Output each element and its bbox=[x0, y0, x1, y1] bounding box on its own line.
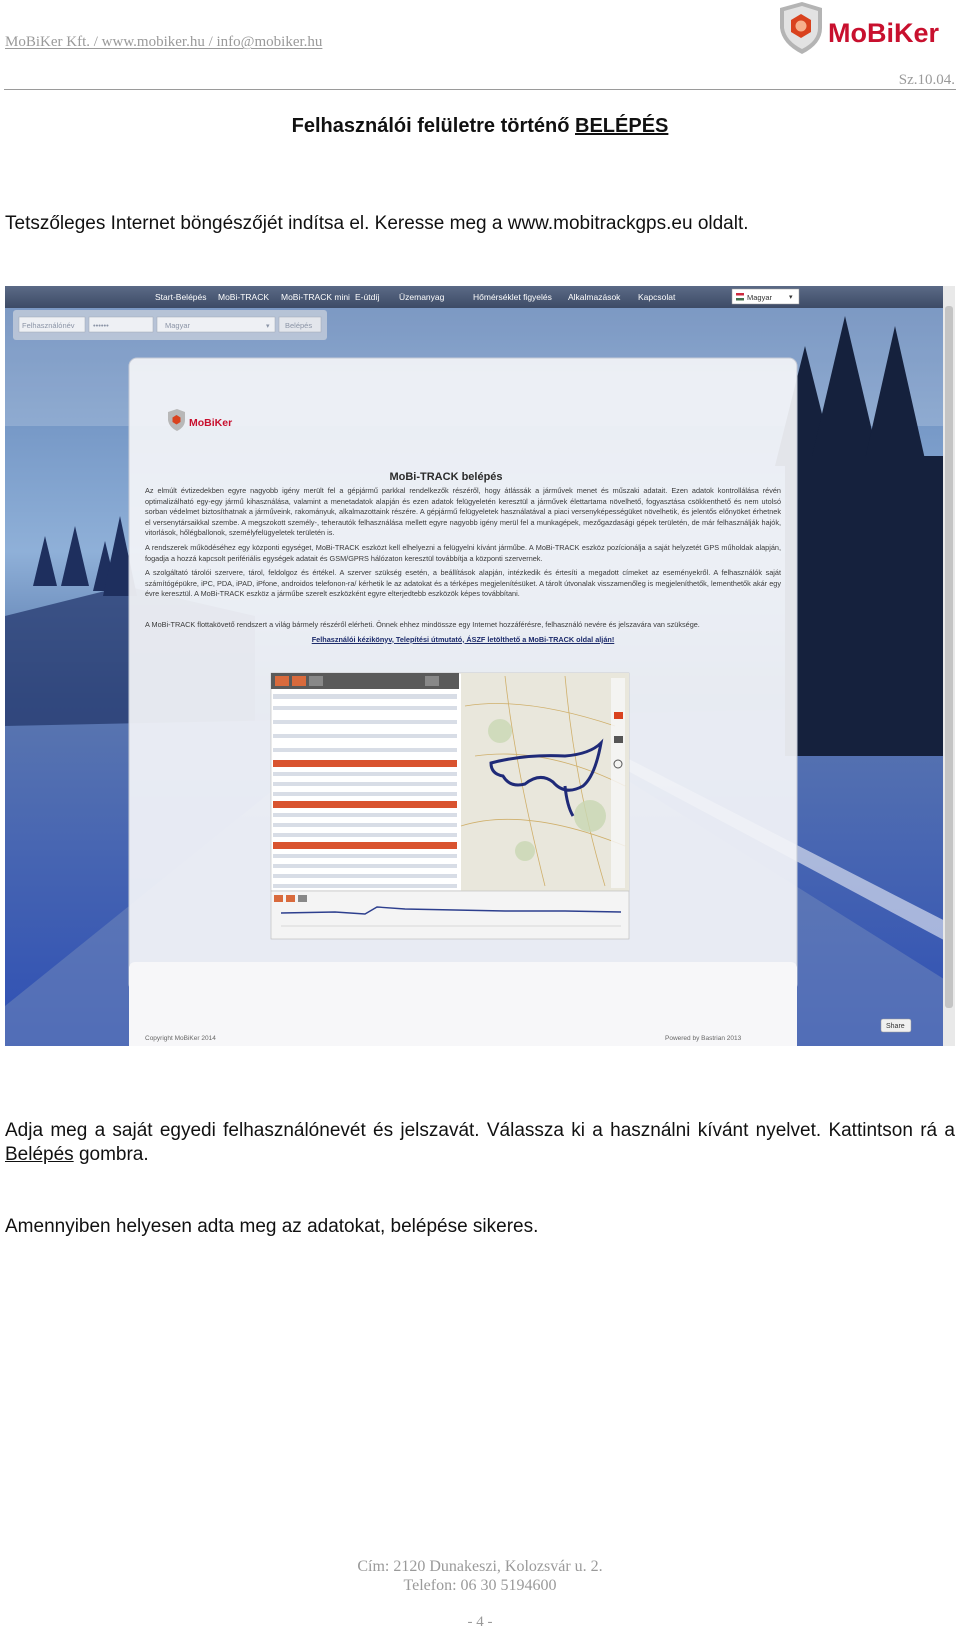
language-select-label: Magyar bbox=[747, 293, 773, 302]
p2-text: Adja meg a saját egyedi felhasználónevét és jelszavát. Válassza ki a használni kívánt nyelvet. Kattintson rá a bbox=[5, 1120, 955, 1141]
instruction-paragraph-2 bbox=[5, 1119, 955, 1167]
footer-phone: Telefon: 06 30 5194600 bbox=[403, 1577, 557, 1594]
nav-item-alkalmazasok: Alkalmazások bbox=[568, 292, 621, 302]
nav-item-start: Start-Belépés bbox=[155, 292, 207, 302]
title-prefix: Felhasználói felületre történő bbox=[291, 115, 576, 137]
instruction-paragraph-3: Amennyiben helyesen adta meg az adatokat, belépése sikeres. bbox=[5, 1216, 539, 1237]
title-underlined: BELÉPÉS bbox=[575, 115, 669, 137]
svg-text:▾: ▾ bbox=[266, 323, 270, 330]
nav-item-kapcsolat: Kapcsolat bbox=[638, 292, 676, 302]
instruction-paragraph-1: Tetszőleges Internet böngészőjét indítsa el. Keresse meg a www.mobitrackgps.eu oldalt. bbox=[5, 213, 749, 234]
panel-links: Felhasználói kézikönyv, Telepítési útmutató, ÁSZF letölthető a MoBi-TRACK oldal alján! bbox=[311, 634, 615, 644]
nav-item-mobitrack-mini: MoBi-TRACK mini bbox=[281, 292, 350, 302]
svg-text:Belépés: Belépés bbox=[285, 321, 313, 330]
nav-item-mobitrack: MoBi-TRACK bbox=[218, 292, 270, 302]
nav-item-homerseklet: Hőmérséklet figyelés bbox=[473, 292, 552, 302]
header-contact-text[interactable]: MoBiKer Kft. / www.mobiker.hu / info@mobiker.hu bbox=[5, 34, 323, 50]
page-title bbox=[0, 115, 960, 138]
website-screenshot bbox=[5, 286, 955, 1046]
logo-wordmark: MoBiKer bbox=[828, 18, 940, 48]
panel-paragraph-2: A rendszerek működéséhez egy központi egységet, MoBi-TRACK eszközt kell elhelyezni a felügyelni kívánt járműbe. A MoBi-TRACK eszköz pozícionálja a saját helyzetét GPS műholdak alapján, fogadja a hozzá kapcsolt perifériális egységek adatait és GSM/GPRS hálózaton keresztül továbbítja a központi szervernek. bbox=[145, 542, 781, 563]
panel-paragraph-3: A szolgáltató tárolói szervere, tárol, feldolgoz és értékel. A szerver szükség esetén, a beállítások alapján, intézkedik és értesíti a megadott címeket az eseményekről. A felhasználók saját számítógépükre, iPC, PDA, iPAD, iPfone, androidos telefonon-ra/ kérhetik le az adatokat és a térképes megjelenítésüket. A tárolt útvonalak visszamenőleg is megjeleníthetők, lementhetők akár egy évre keresztül. A MoBi-TRACK eszköz a járműbe szerelt eszközként egyre elterjedtebb eszközök képes továbbítani. bbox=[145, 568, 781, 599]
header-rule bbox=[4, 89, 956, 90]
panel-footer-right: Powered by Bastrian 2013 bbox=[665, 1035, 742, 1042]
page-footer bbox=[0, 1557, 960, 1595]
svg-text:Felhasználónév: Felhasználónév bbox=[22, 321, 75, 330]
panel-paragraph-1: Az elmúlt évtizedekben egyre nagyobb igény merült fel a gépjármű parkkal rendelkezők részéről, hogy átlássák a járművek menet és műszaki adatait. Ezen adatok kontrollálása révén optimalizálható egy-egy jármű kihasználása, valamint a menetadatok alapján és ezen adatok felügyeletén keresztül a járművek élettartama növelhető, fogyasztása csökkenthető és nem utolsó sorban védelmet biztosíthatnak a járműveink, rakományuk, alkalmazottaink részére. A gépjármű felügyeletek használatával a piaci versenyképességüket növelhetik, és jelentős előnyöket érhetnek el versenytársaikkal szembe. A megszokott személy-, teherautók felhasználása mellett egyre nagyobb igény merül fel a munkagépek, mezőgazdasági gépek területén, de már felhasználják hajók, vitorlások, hőlégballonok, személyfelügyeletek területén is. bbox=[145, 486, 781, 538]
panel-footer bbox=[129, 962, 797, 1046]
page-number: - 4 - bbox=[467, 1614, 493, 1630]
panel-title: MoBi-TRACK belépés bbox=[389, 471, 503, 483]
svg-text:MoBiKer: MoBiKer bbox=[189, 417, 233, 429]
panel-footer-left: Copyright MoBiKer 2014 bbox=[145, 1035, 216, 1042]
version-label: Sz.10.04. bbox=[898, 72, 955, 88]
p2-button-name: Belépés bbox=[5, 1144, 74, 1165]
nav-item-uzemanyag: Üzemanyag bbox=[399, 292, 445, 302]
svg-text:▾: ▾ bbox=[789, 294, 793, 301]
footer-address: Cím: 2120 Dunakeszi, Kolozsvár u. 2. bbox=[357, 1558, 603, 1575]
mobiker-logo bbox=[778, 0, 953, 56]
svg-text:Share: Share bbox=[886, 1023, 905, 1030]
nav-item-eutdij: E-útdíj bbox=[355, 292, 380, 302]
p2-after: gombra. bbox=[73, 1144, 149, 1165]
panel-paragraph-4: A MoBi-TRACK flottakövető rendszert a világ bármely részéről elérheti. Önnek ehhez mindössze egy Internet hozzáférésre, felhasználó nevére és jelszavára van szüksége. bbox=[145, 620, 700, 629]
svg-text:Magyar: Magyar bbox=[165, 321, 191, 330]
svg-text:••••••: •••••• bbox=[93, 321, 109, 330]
app-preview-image bbox=[271, 673, 629, 939]
